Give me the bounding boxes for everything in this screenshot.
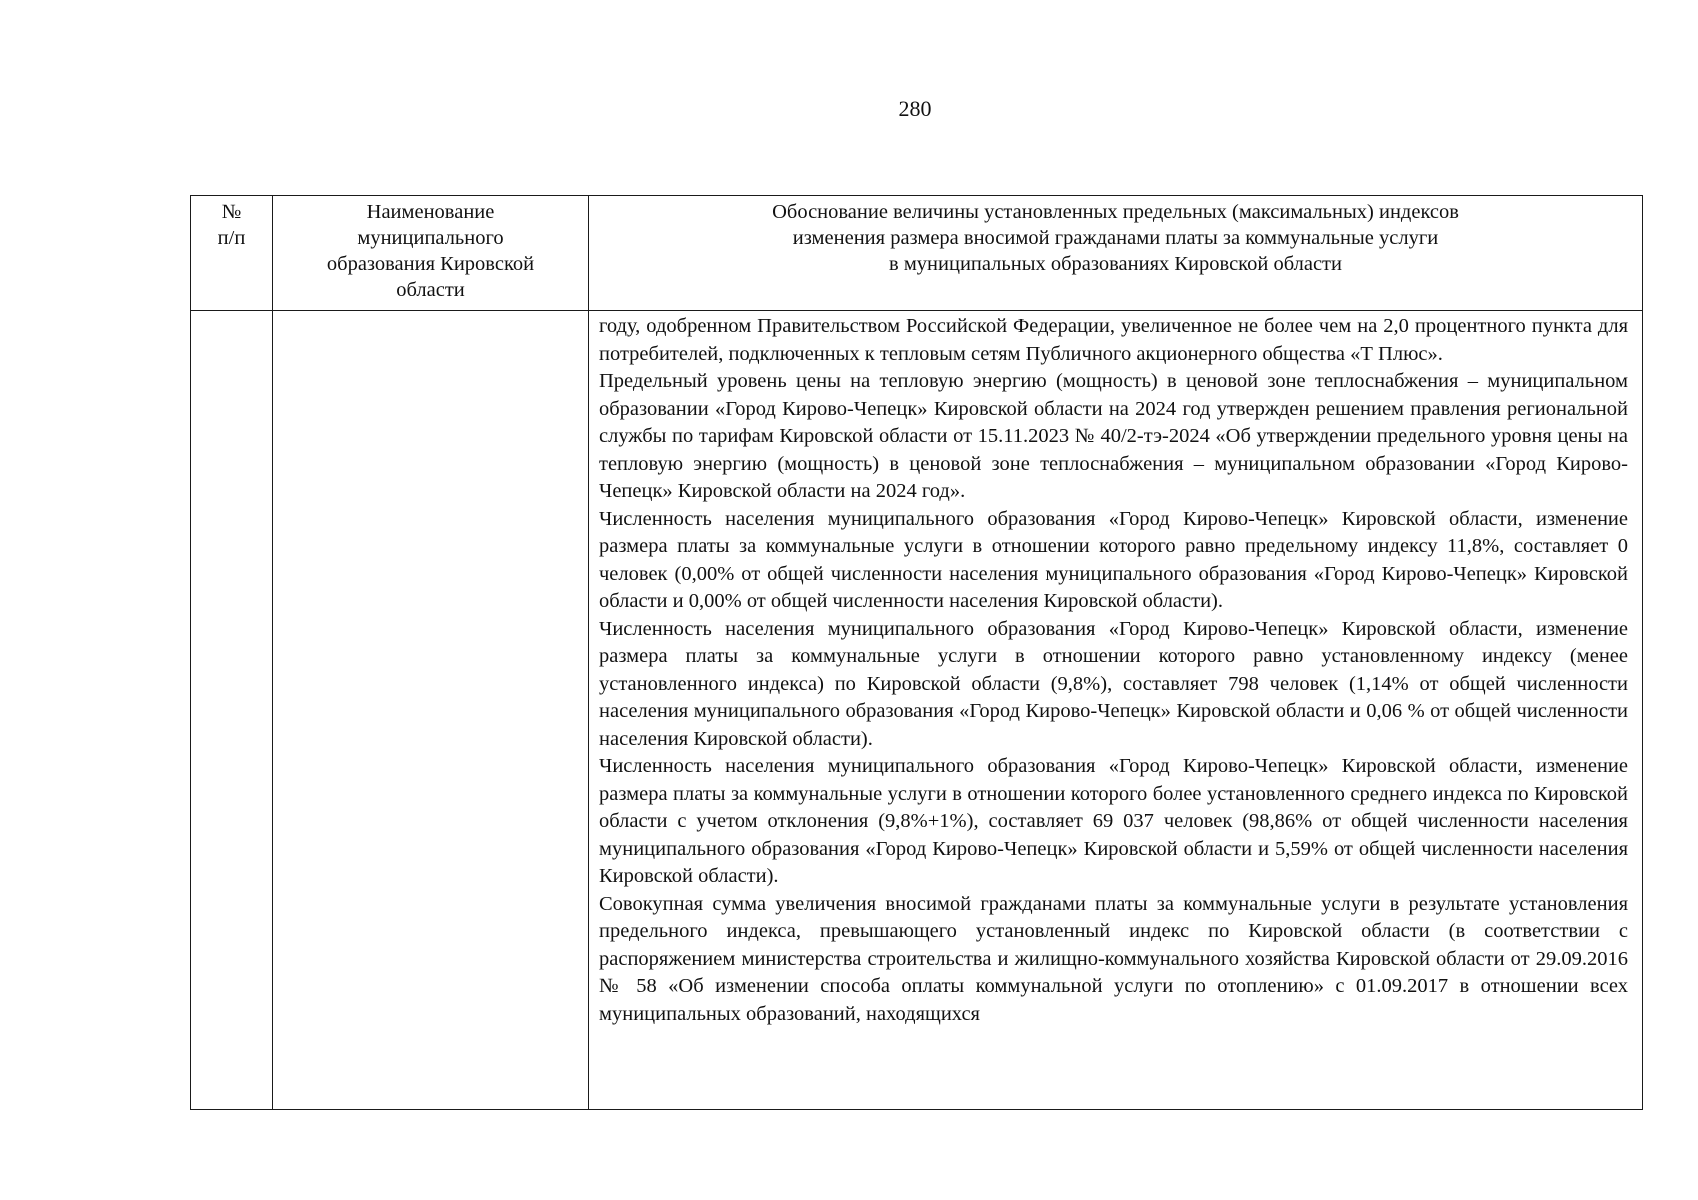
paragraph: Численность населения муниципального образования «Город Кирово-Чепецк» Кировской области, изменение размера платы за коммунальные услуги в отношении которого более установленного среднего индекса по Кировской области с учетом отклонения (9,8%+1%), составляет 69 037 человек (98,86% от общей численности населения муниципального образования «Город Кирово-Чепецк» Кировской области и 5,59% от общей численности населения Кировской области).: [599, 755, 1628, 887]
header-municipality-name: [273, 196, 589, 311]
paragraph: году, одобренном Правительством Российской Федерации, увеличенное не более чем на 2,0 процентного пункта для потребителей, подключенных к тепловым сетям Публичного акционерного общества «Т Плюс».: [599, 315, 1628, 365]
header-name-line: образования Кировской: [326, 253, 535, 275]
table-header-row: [191, 196, 1643, 311]
header-number-line: №: [221, 201, 242, 223]
header-number-line: п/п: [217, 227, 246, 249]
justification-table: [190, 195, 1643, 1110]
cell-number: [191, 311, 273, 1110]
paragraph: Предельный уровень цены на тепловую энергию (мощность) в ценовой зоне теплоснабжения – муниципальном образовании «Город Кирово-Чепецк» Кировской области на 2024 год утвержден решением правления региональной службы по тарифам Кировской области от 15.11.2023 № 40/2-тэ-2024 «Об утверждении предельного уровня цены на тепловую энергию (мощность) в ценовой зоне теплоснабжения – муниципальном образовании «Город Кирово-Чепецк» Кировской области на 2024 год».: [599, 370, 1628, 502]
cell-justification: [589, 311, 1643, 1110]
paragraph: Совокупная сумма увеличения вносимой гражданами платы за коммунальные услуги в результате установления предельного индекса, превышающего установленный индекс по Кировской области (в соответствии с распоряжением министерства строительства и жилищно-коммунального хозяйства Кировской области от 29.09.2016 № 58 «Об изменении способа оплаты коммунальной услуги по отоплению» с 01.09.2017 в отношении всех муниципальных образований, находящихся: [599, 892, 1628, 1025]
cell-municipality-name: [273, 311, 589, 1110]
header-justification-line: в муниципальных образованиях Кировской области: [889, 253, 1342, 275]
paragraph: Численность населения муниципального образования «Город Кирово-Чепецк» Кировской области, изменение размера платы за коммунальные услуги в отношении которого равно предельному индексу 11,8%, составляет 0 человек (0,00% от общей численности населения муниципального образования «Город Кирово-Чепецк» Кировской области и 0,00% от общей численности населения Кировской области).: [599, 507, 1628, 612]
header-name-line: области: [396, 279, 465, 301]
header-justification-line: Обоснование величины установленных предельных (максимальных) индексов: [772, 201, 1459, 223]
page-number: 280: [898, 96, 932, 121]
header-justification: [589, 196, 1643, 311]
header-justification-line: изменения размера вносимой гражданами платы за коммунальные услуги: [792, 227, 1439, 249]
header-number: [191, 196, 273, 311]
paragraph: Численность населения муниципального образования «Город Кирово-Чепецк» Кировской области, изменение размера платы за коммунальные услуги в отношении которого равно установленному индексу (менее установленного индекса) по Кировской области (9,8%), составляет 798 человек (1,14% от общей численности населения муниципального образования «Город Кирово-Чепецк» Кировской области и 0,06 % от общей численности населения Кировской области).: [599, 617, 1628, 750]
header-name-line: Наименование: [366, 201, 495, 223]
header-name-line: муниципального: [357, 227, 504, 249]
table-row: [191, 311, 1643, 1110]
